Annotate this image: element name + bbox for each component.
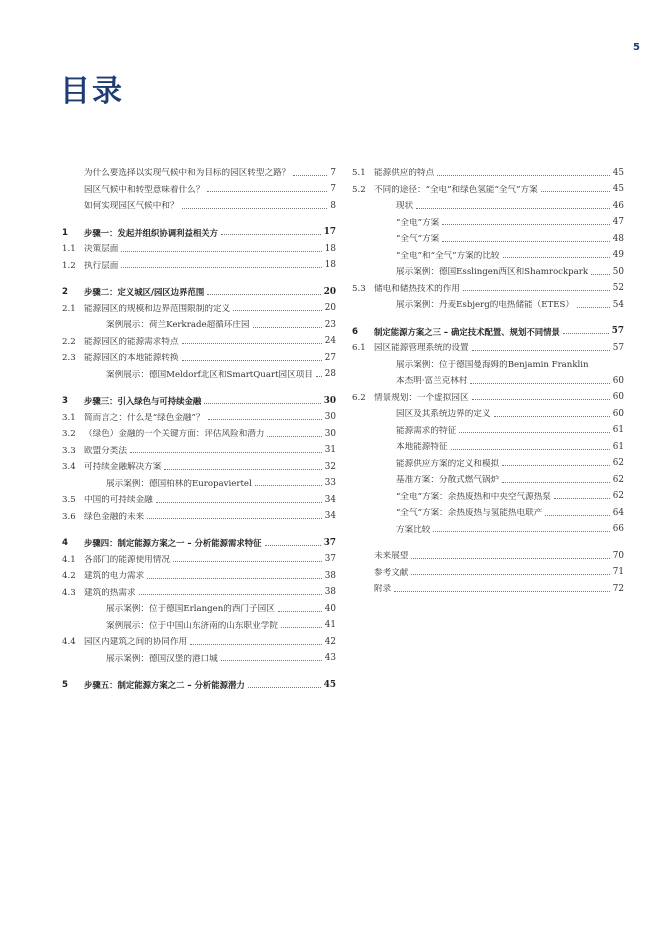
toc-entry[interactable] [62, 506, 336, 523]
toc-entry-title: 步骤三：引入绿色与可持续金融 [84, 396, 202, 407]
toc-entry[interactable] [62, 631, 336, 648]
toc-entry[interactable] [352, 179, 624, 196]
toc-entry-title: 建筑的热需求 [84, 587, 136, 598]
toc-entry[interactable] [352, 261, 624, 278]
dot-leader [451, 449, 610, 450]
toc-entry[interactable] [352, 403, 624, 420]
dot-leader [494, 416, 610, 417]
section-gap [62, 212, 336, 222]
toc-entry-title: “全电”方案 [396, 217, 440, 228]
toc-entry-page: 41 [324, 620, 336, 631]
toc-entry-title: 园区内建筑之间的协同作用 [84, 637, 188, 648]
toc-entry-number: 5 [62, 680, 68, 691]
section-gap [62, 522, 336, 532]
toc-entry[interactable] [352, 486, 624, 503]
toc-entry-page: 30 [324, 412, 336, 423]
dot-leader [182, 360, 322, 361]
section-gap [62, 271, 336, 281]
toc-entry-page: 38 [324, 570, 336, 581]
toc-entry-page: 72 [612, 583, 624, 594]
toc-entry-title: 展示案例：位于德国曼海姆的Benjamin Franklin [396, 359, 589, 370]
toc-entry-number: 4.3 [62, 587, 76, 598]
toc-entry[interactable] [352, 502, 624, 519]
toc-entry-page: 40 [324, 603, 336, 614]
toc-entry-page: 7 [330, 167, 336, 178]
toc-entry[interactable] [62, 565, 336, 582]
toc-entry-title: 步骤五：制定能源方案之二 – 分析能源潜力 [84, 680, 245, 691]
toc-entry-page: 33 [324, 478, 336, 489]
toc-entry-page: 70 [612, 550, 624, 561]
toc-entry[interactable] [352, 387, 624, 404]
toc-entry-number: 5.3 [352, 283, 366, 294]
toc-entry[interactable] [62, 314, 336, 331]
toc-entry-page: 38 [324, 587, 336, 598]
toc-entry-page: 37 [323, 537, 336, 548]
dot-leader [182, 208, 328, 209]
toc-entry[interactable] [62, 423, 336, 440]
toc-entry-number: 1.2 [62, 260, 76, 271]
toc-entry[interactable] [62, 549, 336, 566]
toc-entry-title: “全电”和“全气”方案的比较 [396, 250, 500, 261]
toc-entry-page: 28 [324, 369, 336, 380]
toc-entry-page: 30 [323, 395, 336, 406]
toc-entry[interactable] [62, 162, 336, 179]
toc-entry-page: 66 [612, 524, 624, 535]
toc-entry-title: 方案比较 [396, 524, 431, 535]
toc-entry-title: 园区及其系统边界的定义 [396, 409, 491, 420]
toc-entry[interactable] [62, 195, 336, 212]
toc-entry[interactable] [62, 331, 336, 348]
toc-entry[interactable] [62, 222, 336, 239]
toc-entry[interactable] [62, 238, 336, 255]
toc-entry-title: “全电”方案：余热废热和中央空气源热泵 [396, 491, 551, 502]
toc-entry[interactable] [62, 407, 336, 424]
dot-leader [437, 175, 610, 176]
toc-entry-number: 1 [62, 227, 68, 238]
toc-entry[interactable] [352, 212, 624, 229]
toc-entry-title: 能源需求的特征 [396, 425, 457, 436]
toc-entry-title: 本地能源特征 [396, 442, 448, 453]
toc-entry-page: 20 [323, 286, 336, 297]
toc-entry-page: 47 [612, 217, 624, 228]
dot-leader [221, 660, 322, 661]
section-gap [62, 380, 336, 390]
toc-entry-title: 案例展示：荷兰Kerkrade超循环庄园 [106, 320, 250, 331]
toc-entry-page: 7 [330, 184, 336, 195]
page-number: 5 [633, 42, 640, 53]
toc-entry-number: 3.2 [62, 429, 76, 440]
dot-leader [190, 644, 322, 645]
toc-entry-number: 2 [62, 287, 68, 298]
toc-entry-title: 展示案例：德国Esslingen西区和Shamrockpark [396, 267, 589, 278]
toc-entry-page: 27 [324, 352, 336, 363]
toc-entry-page: 45 [612, 167, 624, 178]
toc-entry-page: 52 [612, 283, 624, 294]
toc-entry[interactable] [62, 582, 336, 599]
dot-leader [204, 403, 321, 404]
toc-entry-number: 3.6 [62, 511, 76, 522]
toc-entry-number: 3.4 [62, 462, 76, 473]
toc-entry-page: 48 [612, 233, 624, 244]
toc-entry-page: 60 [612, 408, 624, 419]
dot-leader [121, 267, 321, 268]
toc-entry[interactable] [352, 519, 624, 536]
toc-entry-title: 储电和储热技术的作用 [374, 283, 460, 294]
toc-entry-page: 61 [612, 425, 624, 436]
toc-entry[interactable] [62, 674, 336, 691]
dot-leader [394, 591, 610, 592]
toc-entry[interactable] [352, 562, 624, 579]
toc-entry-page: 54 [612, 299, 624, 310]
toc-entry-page: 71 [612, 567, 624, 578]
toc-entry-page: 42 [324, 636, 336, 647]
section-gap [352, 535, 624, 545]
toc-entry-title: 步骤四：制定能源方案之一 – 分析能源需求特征 [84, 538, 262, 549]
toc-entry-title: 园区气候中和转型意味着什么？ [84, 184, 205, 195]
toc-entry-title: 展示案例：德国柏林的Europaviertel [106, 478, 252, 489]
dot-leader [278, 611, 322, 612]
dot-leader [591, 274, 610, 275]
toc-entry-title: 情景规划：一个虚拟园区 [374, 392, 469, 403]
dot-leader [472, 399, 610, 400]
toc-entry[interactable] [62, 390, 336, 407]
toc-entry-title: 不同的途径：“全电”和绿色氢能“全气”方案 [374, 184, 538, 195]
toc-entry-title: 为什么要选择以实现气候中和为目标的园区转型之路？ [84, 168, 291, 179]
dot-leader [541, 191, 610, 192]
dot-leader [130, 452, 322, 453]
toc-entry-title: 如何实现园区气候中和？ [84, 201, 179, 212]
dot-leader [411, 574, 609, 575]
toc-entry-page: 49 [612, 250, 624, 261]
dot-leader [316, 376, 322, 377]
toc-entry-title: 能源供应方案的定义和模拟 [396, 458, 500, 469]
toc-entry-page: 18 [324, 243, 336, 254]
toc-entry-title: 可持续金融解决方案 [84, 462, 162, 473]
toc-entry[interactable] [62, 179, 336, 196]
toc-entry-number: 2.2 [62, 336, 76, 347]
dot-leader [293, 175, 327, 176]
toc-entry-page: 57 [612, 342, 624, 353]
toc-entry-title: （绿色）金融的一个关键方面：评估风险和潜力 [84, 429, 265, 440]
toc-entry-title: 附录 [374, 584, 392, 595]
toc-entry-page: 20 [324, 303, 336, 314]
toc-entry[interactable] [62, 532, 336, 549]
toc-entry-title: 能源供应的特点 [374, 168, 435, 179]
toc-entry-title: 决策层面 [84, 244, 119, 255]
section-gap [352, 311, 624, 321]
toc-left-column [62, 162, 336, 691]
toc-entry-number: 3.3 [62, 445, 76, 456]
toc-entry-number: 4.4 [62, 637, 76, 648]
toc-entry-title: 本杰明·富兰克林村 [396, 376, 468, 387]
toc-entry[interactable] [352, 545, 624, 562]
dot-leader [173, 561, 322, 562]
toc-entry-title: 展示案例：位于德国Erlangen的西门子园区 [106, 604, 275, 615]
toc-entry-title: 参考文献 [374, 567, 409, 578]
toc-entry-title: 展示案例：德国汉堡的港口城 [106, 653, 218, 664]
dot-leader [470, 383, 609, 384]
toc-entry-title: 绿色金融的未来 [84, 511, 145, 522]
toc-entry-page: 34 [324, 494, 336, 505]
toc-entry-number: 4.2 [62, 571, 76, 582]
toc-entry-number: 5.2 [352, 184, 366, 195]
toc-entry-page: 60 [612, 392, 624, 403]
toc-entry-number: 2.3 [62, 353, 76, 364]
toc-entry[interactable] [352, 354, 624, 371]
dot-leader [503, 257, 610, 258]
toc-entry-title: 制定能源方案之三 – 确定技术配置、规划不同情景 [374, 326, 560, 337]
toc-entry-number: 3 [62, 396, 68, 407]
toc-entry-page: 30 [324, 428, 336, 439]
toc-entry-title: 能源园区的本地能源转换 [84, 353, 179, 364]
dot-leader [221, 234, 321, 235]
dot-leader [577, 307, 610, 308]
toc-entry-title: “全气”方案：余热废热与氢能热电联产 [396, 508, 543, 519]
dot-leader [563, 333, 609, 334]
dot-leader [554, 498, 610, 499]
toc-entry[interactable] [62, 489, 336, 506]
toc-entry-title: 基准方案：分散式燃气锅炉 [396, 475, 500, 486]
toc-entry-title: 未来展望 [374, 551, 409, 562]
toc-entry-page: 45 [612, 184, 624, 195]
toc-entry[interactable] [352, 162, 624, 179]
dot-leader [442, 224, 610, 225]
dot-leader [255, 485, 322, 486]
dot-leader [207, 191, 327, 192]
dot-leader [265, 545, 321, 546]
toc-entry-number: 3.1 [62, 412, 76, 423]
section-gap [62, 664, 336, 674]
dot-leader [121, 251, 321, 252]
toc-entry-number: 1.1 [62, 244, 76, 255]
toc-entry-page: 32 [324, 461, 336, 472]
toc-entry[interactable] [62, 648, 336, 665]
toc-entry-page: 24 [324, 336, 336, 347]
toc-entry-title: 现状 [396, 201, 414, 212]
toc-entry-page: 31 [324, 445, 336, 456]
toc-entry[interactable] [352, 278, 624, 295]
dot-leader [502, 482, 610, 483]
toc-entry-page: 64 [612, 507, 624, 518]
dot-leader [459, 432, 610, 433]
toc-entry[interactable] [62, 456, 336, 473]
toc-entry[interactable] [352, 469, 624, 486]
toc-entry[interactable] [352, 420, 624, 437]
dot-leader [208, 419, 322, 420]
dot-leader [416, 208, 610, 209]
toc-entry-title: 能源园区的规模和边界范围限制的定义 [84, 303, 231, 314]
page-title: 目录 [60, 74, 124, 109]
toc-entry[interactable] [352, 321, 624, 338]
dot-leader [156, 502, 322, 503]
toc-entry[interactable] [62, 615, 336, 632]
toc-entry-page: 57 [611, 326, 624, 337]
toc-entry[interactable] [352, 436, 624, 453]
toc-entry[interactable] [352, 453, 624, 470]
toc-entry[interactable] [62, 255, 336, 272]
toc-entry-title: 简而言之：什么是“绿色金融”？ [84, 412, 205, 423]
dot-leader [472, 350, 610, 351]
toc-entry-number: 4.1 [62, 554, 76, 565]
toc-entry-number: 5.1 [352, 168, 366, 179]
dot-leader [442, 241, 610, 242]
dot-leader [463, 290, 610, 291]
dot-leader [433, 531, 609, 532]
dot-leader [411, 558, 609, 559]
toc-entry-title: 案例展示：德国Meldorf北区和SmartQuart园区项目 [106, 369, 313, 380]
toc-entry[interactable] [62, 598, 336, 615]
toc-entry[interactable] [62, 440, 336, 457]
toc-entry-title: 步骤二：定义城区/园区边界范围 [84, 287, 205, 298]
toc-entry-title: 能源园区的能源需求特点 [84, 336, 179, 347]
toc-entry-title: 案例展示：位于中国山东济南的山东职业学院 [106, 620, 278, 631]
toc-entry-page: 23 [324, 319, 336, 330]
toc-entry-title: 建筑的电力需求 [84, 571, 145, 582]
dot-leader [502, 465, 610, 466]
toc-entry[interactable] [352, 228, 624, 245]
toc-entry-number: 2.1 [62, 303, 76, 314]
dot-leader [139, 594, 322, 595]
toc-entry-page: 18 [324, 260, 336, 271]
toc-entry-title: 中国的可持续金融 [84, 495, 153, 506]
toc-entry-number: 4 [62, 538, 68, 549]
toc-entry-page: 62 [612, 458, 624, 469]
toc-entry[interactable] [62, 281, 336, 298]
toc-entry-page: 45 [323, 679, 336, 690]
toc-entry-page: 62 [612, 474, 624, 485]
dot-leader [253, 327, 322, 328]
toc-entry-number: 3.5 [62, 495, 76, 506]
toc-entry[interactable] [62, 473, 336, 490]
toc-entry-page: 62 [612, 491, 624, 502]
dot-leader [147, 578, 322, 579]
toc-entry-page: 37 [324, 554, 336, 565]
toc-entry[interactable] [352, 370, 624, 387]
toc-entry-title: 欧盟分类法 [84, 445, 127, 456]
toc-entry[interactable] [352, 245, 624, 262]
toc-entry-number: 6 [352, 326, 358, 337]
toc-entry-page: 17 [323, 227, 336, 238]
toc-entry-title: 步骤一：发起并组织协调利益相关方 [84, 227, 218, 238]
dot-leader [281, 627, 322, 628]
dot-leader [248, 687, 321, 688]
toc-entry-page: 46 [612, 200, 624, 211]
toc-entry[interactable] [352, 195, 624, 212]
toc-entry-title: 执行层面 [84, 260, 119, 271]
toc-entry-title: 展示案例：丹麦Esbjerg的电热储能（ETES） [396, 300, 575, 311]
dot-leader [207, 294, 320, 295]
toc-entry[interactable] [352, 578, 624, 595]
dot-leader [164, 469, 321, 470]
toc-entry-page: 50 [612, 266, 624, 277]
dot-leader [233, 310, 322, 311]
toc-entry-title: 各部门的能源使用情况 [84, 554, 170, 565]
toc-entry-page: 43 [324, 653, 336, 664]
toc-entry-page: 60 [612, 375, 624, 386]
dot-leader [545, 515, 610, 516]
toc-entry-title: “全气”方案 [396, 234, 440, 245]
toc-right-column [352, 162, 624, 595]
toc-entry-page: 61 [612, 441, 624, 452]
toc-entry-number: 6.1 [352, 343, 366, 354]
dot-leader [267, 436, 321, 437]
toc-entry-number: 6.2 [352, 392, 366, 403]
dot-leader [147, 518, 322, 519]
toc-entry[interactable] [352, 337, 624, 354]
toc-entry[interactable] [62, 347, 336, 364]
toc-entry-page: 8 [330, 200, 336, 211]
toc-entry-page: 34 [324, 511, 336, 522]
toc-entry[interactable] [352, 294, 624, 311]
dot-leader [182, 343, 322, 344]
toc-entry[interactable] [62, 364, 336, 381]
toc-entry-title: 园区能源管理系统的设置 [374, 343, 469, 354]
toc-entry[interactable] [62, 298, 336, 315]
